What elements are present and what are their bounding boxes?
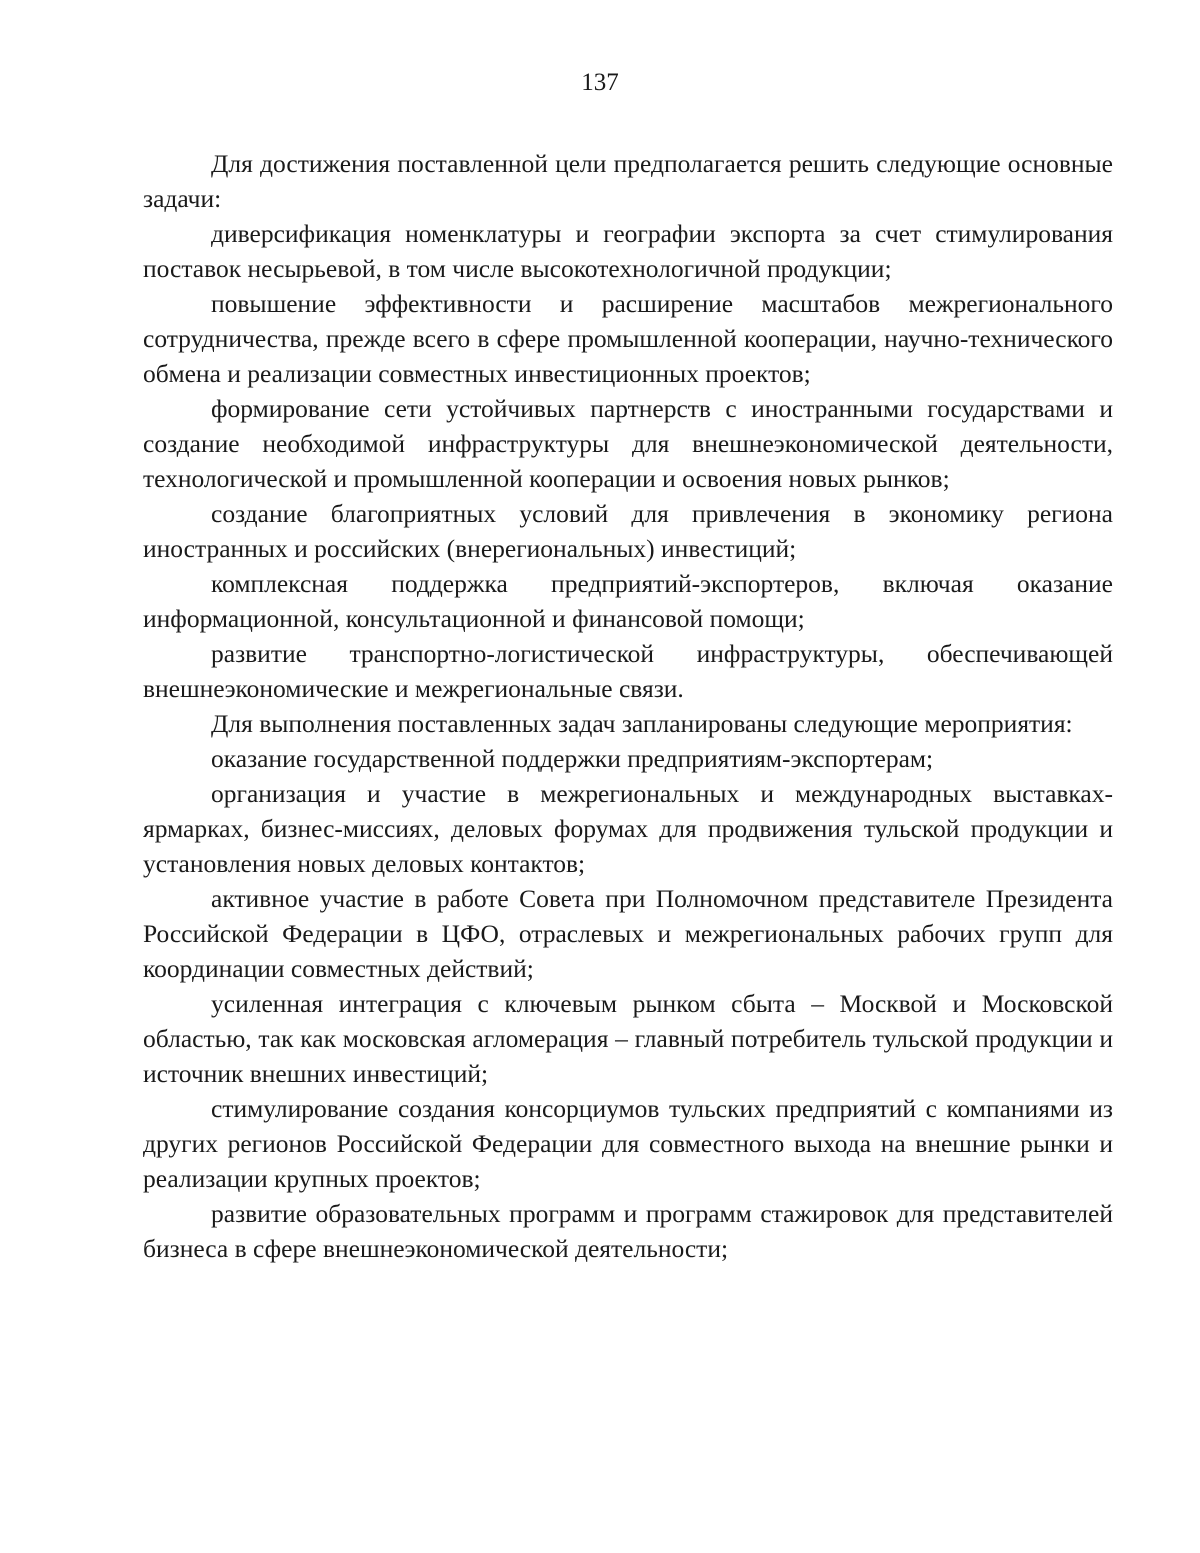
paragraph-tasks-intro: Для достижения поставленной цели предполагается решить следующие основные задачи: bbox=[143, 149, 1113, 213]
paragraph-measure-council-participation: активное участие в работе Совета при Полномочном представителе Президента Российской Федерации в ЦФО, отраслевых и межрегиональных рабочих групп для координации совместных действий; bbox=[143, 884, 1113, 983]
paragraph-measures-intro: Для выполнения поставленных задач запланированы следующие мероприятия: bbox=[211, 709, 1073, 738]
paragraph-task-interregional-cooperation: повышение эффективности и расширение масштабов межрегионального сотрудничества, прежде всего в сфере промышленной кооперации, научно-технического обмена и реализации совместных инвестиционных проектов; bbox=[143, 289, 1113, 388]
paragraph-task-exporter-support: комплексная поддержка предприятий-экспортеров, включая оказание информационной, консультационной и финансовой помощи; bbox=[143, 569, 1113, 633]
paragraph-task-logistics: развитие транспортно-логистической инфраструктуры, обеспечивающей внешнеэкономические и межрегиональные связи. bbox=[143, 639, 1113, 703]
paragraph-measure-state-support: оказание государственной поддержки предприятиям-экспортерам; bbox=[211, 744, 934, 773]
paragraph-measure-consortiums: стимулирование создания консорциумов тульских предприятий с компаниями из других регионов Российской Федерации для совместного выхода на внешние рынки и реализации крупных проектов; bbox=[143, 1094, 1113, 1193]
paragraph-task-partnership-network: формирование сети устойчивых партнерств с иностранными государствами и создание необходимой инфраструктуры для внешнеэкономической деятельности, технологической и промышленной кооперации и освоения новых рынков; bbox=[143, 394, 1113, 493]
paragraph-measure-exhibitions: организация и участие в межрегиональных и международных выставках-ярмарках, бизнес-миссиях, деловых форумах для продвижения тульской продукции и установления новых деловых контактов; bbox=[143, 779, 1113, 878]
paragraph-measure-education-programs: развитие образовательных программ и программ стажировок для представителей бизнеса в сфере внешнеэкономической деятельности; bbox=[143, 1199, 1113, 1263]
paragraph-task-investment-conditions: создание благоприятных условий для привлечения в экономику региона иностранных и российских (внерегиональных) инвестиций; bbox=[143, 499, 1113, 563]
paragraph-measure-moscow-integration: усиленная интеграция с ключевым рынком сбыта – Москвой и Московской областью, так как московская агломерация – главный потребитель тульской продукции и источник внешних инвестиций; bbox=[143, 989, 1113, 1088]
document-body bbox=[143, 146, 1113, 1266]
page-number: 137 bbox=[581, 69, 619, 96]
paragraph-task-export-diversification: диверсификация номенклатуры и географии экспорта за счет стимулирования поставок несырьевой, в том числе высокотехнологичной продукции; bbox=[143, 219, 1113, 283]
